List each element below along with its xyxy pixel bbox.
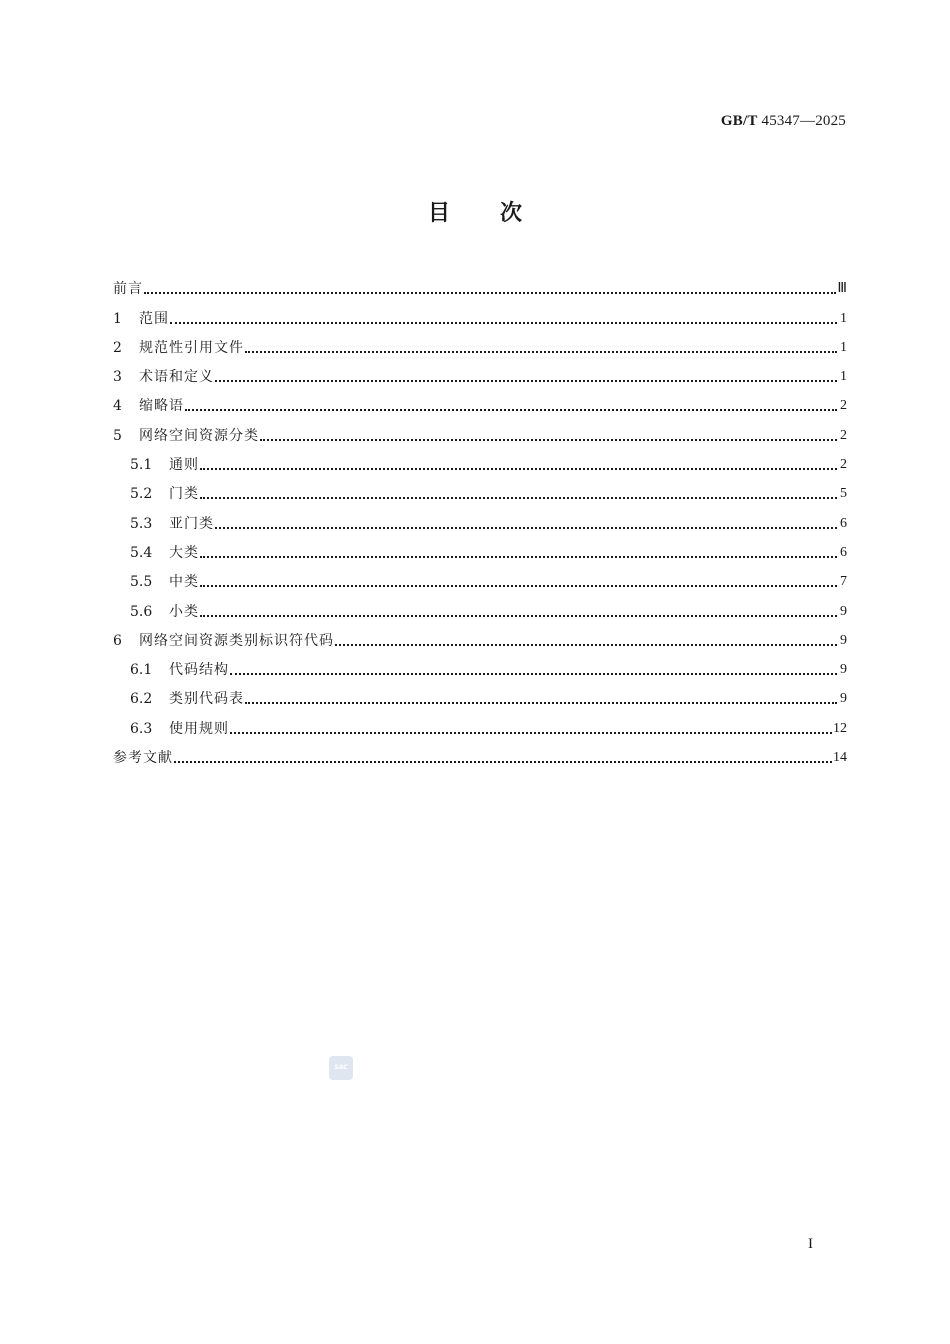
table-of-contents: [113, 269, 847, 767]
toc-entry-title: 网络空间资源分类: [139, 427, 259, 444]
toc-entry-title: 术语和定义: [139, 369, 214, 386]
toc-entry-title: 小类: [169, 603, 199, 620]
toc-entry-title: 规范性引用文件: [139, 339, 244, 356]
toc-entry-number: 5.1: [130, 457, 153, 474]
toc-entry-number: 5.4: [130, 544, 153, 561]
toc-leader-dots: [200, 468, 837, 470]
toc-entry-number: 3: [113, 369, 122, 386]
toc-entry[interactable]: [113, 269, 847, 298]
toc-entry[interactable]: [113, 562, 847, 591]
toc-leader-dots: [230, 732, 832, 734]
toc-entry-page: 2: [840, 457, 847, 473]
toc-entry[interactable]: [113, 708, 847, 737]
toc-entry-title: 类别代码表: [169, 691, 244, 708]
toc-entry-page: 2: [840, 427, 847, 443]
toc-entry-page: 1: [840, 339, 847, 355]
toc-leader-dots: [170, 322, 837, 324]
toc-entry-title: 参考文献: [113, 750, 173, 767]
toc-entry[interactable]: [113, 415, 847, 444]
toc-entry[interactable]: [113, 386, 847, 415]
toc-leader-dots: [185, 409, 837, 411]
toc-entry[interactable]: [113, 298, 847, 327]
standard-code: [721, 113, 846, 130]
toc-entry-page: 1: [840, 310, 847, 326]
toc-leader-dots: [245, 702, 837, 704]
toc-leader-dots: [200, 556, 837, 558]
toc-entry-number: 6: [113, 632, 122, 649]
toc-leader-dots: [215, 527, 837, 529]
toc-entry-number: 6.3: [130, 720, 153, 737]
toc-entry[interactable]: [113, 679, 847, 708]
toc-entry-page: Ⅲ: [837, 281, 847, 297]
toc-entry[interactable]: [113, 650, 847, 679]
toc-leader-dots: [200, 497, 837, 499]
toc-entry-number: 4: [113, 398, 122, 415]
toc-entry-number: 5.6: [130, 603, 153, 620]
toc-entry-title: 代码结构: [169, 662, 229, 679]
standard-prefix: GB/T: [720, 113, 758, 129]
toc-entry-number: 5.2: [130, 486, 153, 503]
toc-entry-page: 9: [840, 691, 847, 707]
toc-entry-title: 前言: [113, 281, 143, 298]
toc-entry-number: 5.5: [130, 574, 153, 591]
toc-entry-title: 门类: [169, 486, 199, 503]
toc-entry[interactable]: [113, 533, 847, 562]
toc-entry-number: 6.2: [130, 691, 153, 708]
toc-entry-title: 网络空间资源类别标识符代码: [139, 632, 334, 649]
toc-entry[interactable]: [113, 503, 847, 532]
toc-entry[interactable]: [113, 474, 847, 503]
toc-leader-dots: [144, 292, 836, 294]
toc-leader-dots: [174, 761, 832, 763]
toc-entry-page: 1: [840, 369, 847, 385]
toc-entry-number: 6.1: [130, 662, 153, 679]
toc-entry-page: 6: [840, 515, 847, 531]
toc-entry-title: 中类: [169, 574, 199, 591]
toc-entry-page: 9: [840, 632, 847, 648]
toc-entry-title: 使用规则: [169, 720, 229, 737]
toc-entry-number: 5: [113, 427, 122, 444]
toc-leader-dots: [200, 585, 837, 587]
toc-entry-page: 2: [840, 398, 847, 414]
sac-logo-icon: [329, 1056, 353, 1080]
toc-entry[interactable]: [113, 738, 847, 767]
toc-entry-number: 2: [113, 339, 122, 356]
toc-leader-dots: [260, 439, 837, 441]
watermark-text: SAC: [334, 1064, 348, 1071]
toc-leader-dots: [215, 380, 837, 382]
page-number: I: [808, 1236, 813, 1252]
toc-entry-page: 14: [833, 750, 847, 766]
toc-entry[interactable]: [113, 591, 847, 620]
title-char-1: 目: [427, 201, 450, 226]
toc-entry-number: 1: [113, 310, 122, 327]
toc-entry-title: 亚门类: [169, 515, 214, 532]
toc-entry[interactable]: [113, 445, 847, 474]
toc-leader-dots: [245, 351, 837, 353]
toc-entry-page: 6: [840, 544, 847, 560]
toc-entry-title: 缩略语: [139, 398, 184, 415]
toc-entry-page: 5: [840, 486, 847, 502]
toc-entry[interactable]: [113, 328, 847, 357]
standard-number: 45347—2025: [761, 113, 846, 129]
toc-entry[interactable]: [113, 357, 847, 386]
toc-entry-title: 通则: [169, 457, 199, 474]
toc-entry-page: 7: [840, 574, 847, 590]
toc-leader-dots: [230, 673, 837, 675]
toc-entry-title: 范围: [139, 310, 169, 327]
toc-entry-page: 12: [833, 720, 847, 736]
toc-entry[interactable]: [113, 621, 847, 650]
toc-entry-page: 9: [840, 603, 847, 619]
toc-entry-page: 9: [840, 662, 847, 678]
title-char-2: 次: [500, 201, 523, 226]
toc-entry-title: 大类: [169, 544, 199, 561]
page-title: [0, 196, 950, 227]
toc-leader-dots: [335, 644, 837, 646]
toc-leader-dots: [200, 615, 837, 617]
toc-entry-number: 5.3: [130, 515, 153, 532]
